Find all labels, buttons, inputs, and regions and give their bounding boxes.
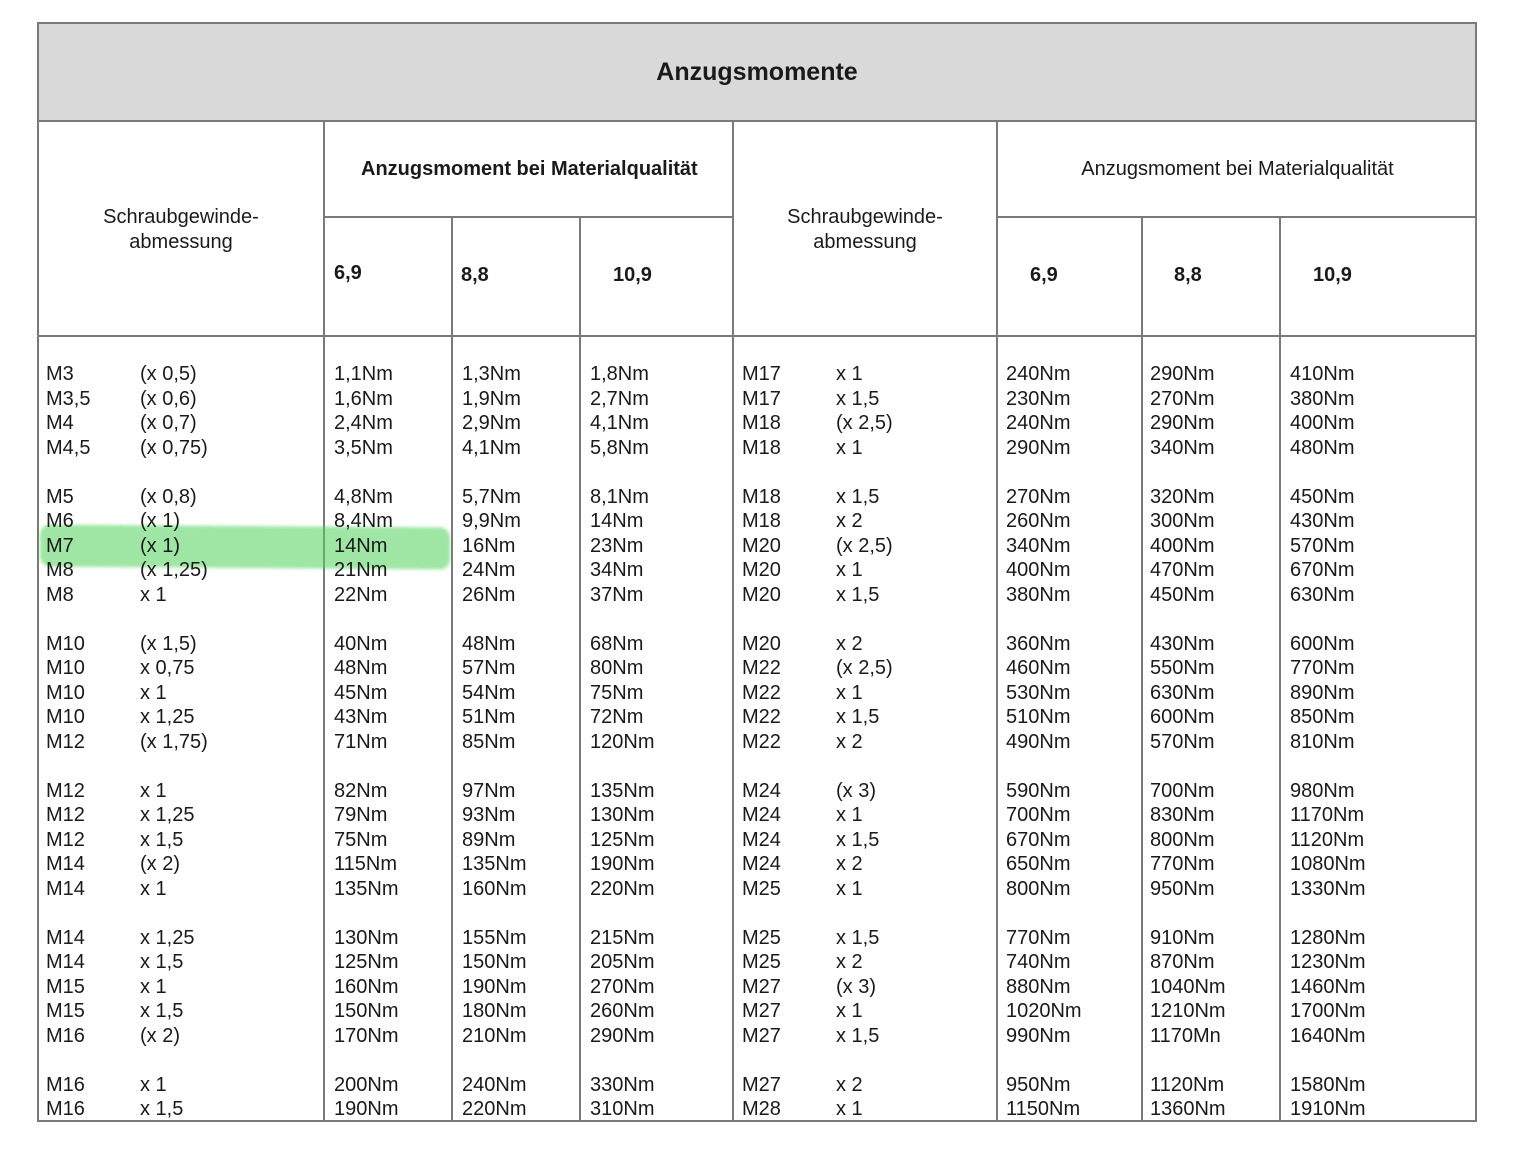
torque-v69: 82Nm (334, 779, 388, 802)
thread-size: M18 (742, 510, 781, 532)
torque-v69: 45Nm (334, 681, 388, 704)
torque-v88: 400Nm (1150, 534, 1215, 557)
torque-v69: 1150Nm (1006, 1098, 1081, 1120)
thread-pitch: (x 0,8) (140, 485, 197, 508)
thread-size: M16 (46, 1098, 85, 1120)
torque-v109: 570Nm (1290, 534, 1355, 557)
torque-v69: 115Nm (334, 853, 397, 875)
torque-v109: 400Nm (1290, 412, 1355, 434)
torque-v88: 320Nm (1150, 485, 1215, 508)
torque-v109: 850Nm (1290, 706, 1355, 728)
torque-v69: 135Nm (334, 877, 399, 900)
torque-v88: 600Nm (1150, 706, 1215, 728)
torque-v88: 770Nm (1150, 853, 1215, 875)
torque-v109: 8,1Nm (590, 485, 649, 508)
thread-size: M25 (742, 877, 781, 900)
torque-v109: 260Nm (590, 1000, 655, 1022)
torque-v109: 310Nm (590, 1098, 655, 1120)
thread-pitch: x 0,75 (140, 657, 195, 679)
thread-pitch: x 1,5 (140, 951, 184, 973)
torque-v69: 3,5Nm (334, 436, 393, 459)
torque-v88: 1,3Nm (462, 363, 521, 385)
torque-v69: 740Nm (1006, 951, 1071, 973)
thread-size: M20 (742, 583, 781, 606)
torque-v109: 290Nm (590, 1024, 655, 1047)
thread-pitch: x 1 (836, 559, 863, 581)
thread-pitch: (x 2,5) (836, 657, 893, 679)
torque-v109: 1330Nm (1290, 877, 1366, 900)
torque-v69: 490Nm (1006, 730, 1071, 753)
thread-size: M20 (742, 559, 781, 581)
torque-v69: 340Nm (1006, 534, 1071, 557)
torque-v88: 89Nm (462, 828, 516, 851)
torque-v109: 1080Nm (1290, 853, 1366, 875)
torque-v109: 120Nm (590, 730, 655, 753)
torque-v69: 400Nm (1006, 559, 1071, 581)
thread-pitch: x 1,5 (836, 828, 880, 851)
torque-v88: 290Nm (1150, 412, 1215, 434)
thread-size: M17 (742, 363, 781, 385)
thread-size: M27 (742, 975, 781, 998)
torque-v109: 380Nm (1290, 387, 1355, 410)
thread-pitch: x 1 (140, 779, 167, 802)
thread-size: M22 (742, 657, 781, 679)
torque-v69: 8,4Nm (334, 510, 393, 532)
col-divider (323, 122, 325, 1122)
torque-v69: 240Nm (1006, 412, 1071, 434)
row-divider (323, 216, 733, 218)
thread-size: M7 (46, 534, 74, 557)
torque-v88: 800Nm (1150, 828, 1215, 851)
thread-pitch: (x 2,5) (836, 412, 893, 434)
torque-v69: 290Nm (1006, 436, 1071, 459)
torque-v69: 130Nm (334, 926, 399, 949)
torque-v88: 290Nm (1150, 363, 1215, 385)
thread-size: M28 (742, 1098, 781, 1120)
thread-pitch: x 2 (836, 510, 863, 532)
thread-size: M25 (742, 951, 781, 973)
torque-v88: 57Nm (462, 657, 516, 679)
thread-size: M14 (46, 877, 85, 900)
torque-v88: 700Nm (1150, 779, 1215, 802)
torque-v88: 24Nm (462, 559, 516, 581)
torque-v109: 810Nm (1290, 730, 1355, 753)
thread-size: M24 (742, 779, 781, 802)
col-divider (732, 122, 734, 1122)
torque-v109: 430Nm (1290, 510, 1355, 532)
thread-pitch: x 1,5 (140, 1000, 184, 1022)
torque-v69: 160Nm (334, 975, 399, 998)
torque-v109: 1460Nm (1290, 975, 1366, 998)
torque-v69: 800Nm (1006, 877, 1071, 900)
torque-v69: 48Nm (334, 657, 388, 679)
torque-v88: 190Nm (462, 975, 527, 998)
torque-v109: 330Nm (590, 1073, 655, 1096)
thread-pitch: x 1 (140, 681, 167, 704)
thread-size: M17 (742, 387, 781, 410)
thread-size: M12 (46, 779, 85, 802)
thread-size: M22 (742, 730, 781, 753)
thread-pitch: x 1 (140, 877, 167, 900)
torque-v88: 270Nm (1150, 387, 1215, 410)
torque-v69: 170Nm (334, 1024, 399, 1047)
right-grade-6-9: 6,9 (1030, 264, 1058, 286)
torque-v69: 43Nm (334, 706, 388, 728)
header-bottom-divider (37, 335, 1477, 337)
left-grade-10-9: 10,9 (613, 264, 652, 286)
torque-v69: 21Nm (334, 559, 388, 581)
torque-v109: 450Nm (1290, 485, 1355, 508)
torque-v109: 220Nm (590, 877, 655, 900)
table-title: Anzugsmomente (656, 57, 858, 86)
thread-pitch: x 1,5 (836, 706, 880, 728)
torque-v109: 215Nm (590, 926, 655, 949)
thread-pitch: (x 3) (836, 975, 876, 998)
thread-pitch: x 1 (836, 363, 863, 385)
torque-v88: 470Nm (1150, 559, 1215, 581)
thread-size: M10 (46, 681, 85, 704)
thread-size: M8 (46, 583, 74, 606)
thread-header-line2: abmessung (813, 231, 917, 253)
thread-size: M22 (742, 681, 781, 704)
torque-v88: 93Nm (462, 804, 516, 826)
torque-v88: 2,9Nm (462, 412, 521, 434)
thread-pitch: (x 2) (140, 853, 180, 875)
thread-pitch: x 2 (836, 730, 863, 753)
thread-pitch: (x 2) (140, 1024, 180, 1047)
torque-v88: 97Nm (462, 779, 516, 802)
thread-pitch: x 1 (836, 681, 863, 704)
torque-v69: 670Nm (1006, 828, 1071, 851)
torque-v69: 240Nm (1006, 363, 1071, 385)
torque-v69: 22Nm (334, 583, 388, 606)
thread-pitch: x 1 (836, 436, 863, 459)
thread-pitch: x 2 (836, 951, 863, 973)
torque-v69: 770Nm (1006, 926, 1071, 949)
col-divider (579, 217, 581, 1122)
torque-v88: 950Nm (1150, 877, 1215, 900)
torque-v88: 5,7Nm (462, 485, 521, 508)
thread-size: M6 (46, 510, 74, 532)
thread-size: M10 (46, 632, 85, 655)
torque-v109: 23Nm (590, 534, 644, 557)
torque-v88: 450Nm (1150, 583, 1215, 606)
torque-v109: 14Nm (590, 510, 644, 532)
torque-v88: 180Nm (462, 1000, 527, 1022)
right-grade-10-9: 10,9 (1313, 264, 1352, 286)
thread-size: M8 (46, 559, 74, 581)
torque-v69: 950Nm (1006, 1073, 1071, 1096)
row-divider (996, 216, 1477, 218)
thread-size: M20 (742, 534, 781, 557)
col-divider (996, 122, 998, 1122)
thread-size: M27 (742, 1073, 781, 1096)
torque-v88: 1,9Nm (462, 387, 521, 410)
thread-size: M24 (742, 853, 781, 875)
thread-size: M4 (46, 412, 74, 434)
torque-v109: 1700Nm (1290, 1000, 1366, 1022)
torque-v88: 16Nm (462, 534, 516, 557)
thread-size: M27 (742, 1000, 781, 1022)
left-thread-header (39, 205, 323, 255)
torque-v109: 130Nm (590, 804, 655, 826)
torque-v88: 160Nm (462, 877, 527, 900)
torque-v88: 51Nm (462, 706, 516, 728)
right-grade-8-8: 8,8 (1174, 264, 1202, 286)
thread-pitch: x 1,5 (836, 1024, 880, 1047)
torque-v88: 26Nm (462, 583, 516, 606)
thread-size: M12 (46, 828, 85, 851)
thread-size: M15 (46, 975, 85, 998)
thread-pitch: x 1,5 (140, 828, 184, 851)
torque-v69: 230Nm (1006, 387, 1071, 410)
thread-size: M14 (46, 926, 85, 949)
thread-size: M22 (742, 706, 781, 728)
thread-size: M3 (46, 363, 74, 385)
torque-v88: 570Nm (1150, 730, 1215, 753)
thread-pitch: x 1,25 (140, 926, 195, 949)
torque-v69: 14Nm (334, 534, 388, 557)
left-grade-8-8: 8,8 (461, 264, 489, 286)
torque-v69: 1020Nm (1006, 1000, 1082, 1022)
torque-v88: 430Nm (1150, 632, 1215, 655)
torque-v88: 1210Nm (1150, 1000, 1226, 1022)
thread-pitch: x 2 (836, 1073, 863, 1096)
thread-pitch: x 2 (836, 853, 863, 875)
thread-pitch: x 1,5 (836, 387, 880, 410)
torque-v88: 1360Nm (1150, 1098, 1226, 1120)
col-divider (1141, 217, 1143, 1122)
thread-pitch: x 1,25 (140, 804, 195, 826)
torque-v88: 240Nm (462, 1073, 527, 1096)
thread-size: M10 (46, 706, 85, 728)
torque-v88: 1170Mn (1150, 1024, 1221, 1047)
thread-size: M5 (46, 485, 74, 508)
torque-v109: 1120Nm (1290, 828, 1365, 851)
torque-v69: 125Nm (334, 951, 399, 973)
left-group-header: Anzugsmoment bei Materialqualität (361, 158, 698, 180)
torque-v109: 2,7Nm (590, 387, 649, 410)
thread-pitch: x 1 (836, 1098, 863, 1120)
thread-pitch: x 1 (140, 583, 167, 606)
torque-v109: 480Nm (1290, 436, 1355, 459)
torque-v109: 4,1Nm (590, 412, 649, 434)
thread-pitch: (x 0,7) (140, 412, 197, 434)
thread-pitch: x 1 (836, 877, 863, 900)
thread-pitch: x 1 (140, 1073, 167, 1096)
torque-v109: 135Nm (590, 779, 655, 802)
torque-v88: 910Nm (1150, 926, 1215, 949)
right-group-header: Anzugsmoment bei Materialqualität (1081, 158, 1394, 180)
torque-v88: 9,9Nm (462, 510, 521, 532)
thread-pitch: x 1 (836, 804, 863, 826)
torque-v69: 260Nm (1006, 510, 1071, 532)
thread-size: M12 (46, 730, 85, 753)
thread-pitch: (x 2,5) (836, 534, 893, 557)
thread-pitch: (x 1) (140, 534, 180, 557)
thread-size: M18 (742, 436, 781, 459)
torque-v109: 890Nm (1290, 681, 1355, 704)
torque-v109: 630Nm (1290, 583, 1355, 606)
torque-v69: 2,4Nm (334, 412, 393, 434)
thread-size: M18 (742, 485, 781, 508)
torque-v109: 68Nm (590, 632, 644, 655)
torque-v88: 1040Nm (1150, 975, 1226, 998)
torque-v69: 200Nm (334, 1073, 399, 1096)
torque-v109: 1910Nm (1290, 1098, 1366, 1120)
torque-v88: 150Nm (462, 951, 527, 973)
thread-pitch: (x 3) (836, 779, 876, 802)
torque-v69: 40Nm (334, 632, 388, 655)
thread-size: M15 (46, 1000, 85, 1022)
thread-size: M20 (742, 632, 781, 655)
torque-v69: 990Nm (1006, 1024, 1071, 1047)
thread-pitch: x 1 (140, 975, 167, 998)
torque-v109: 1,8Nm (590, 363, 649, 385)
torque-v69: 150Nm (334, 1000, 399, 1022)
torque-v69: 270Nm (1006, 485, 1071, 508)
torque-v69: 460Nm (1006, 657, 1071, 679)
torque-v109: 37Nm (590, 583, 644, 606)
torque-v109: 80Nm (590, 657, 644, 679)
torque-v88: 135Nm (462, 853, 527, 875)
torque-v69: 190Nm (334, 1098, 399, 1120)
torque-v88: 48Nm (462, 632, 516, 655)
thread-pitch: (x 0,6) (140, 387, 197, 410)
torque-v109: 125Nm (590, 828, 655, 851)
torque-v69: 75Nm (334, 828, 388, 851)
torque-v69: 79Nm (334, 804, 388, 826)
torque-v109: 980Nm (1290, 779, 1355, 802)
thread-pitch: (x 0,75) (140, 436, 208, 459)
torque-v69: 1,1Nm (334, 363, 393, 385)
torque-v88: 220Nm (462, 1098, 527, 1120)
torque-v109: 1580Nm (1290, 1073, 1366, 1096)
thread-pitch: x 1 (836, 1000, 863, 1022)
torque-v69: 71Nm (334, 730, 388, 753)
col-divider (451, 217, 453, 1122)
torque-v109: 410Nm (1290, 363, 1355, 385)
thread-size: M4,5 (46, 436, 91, 459)
thread-size: M18 (742, 412, 781, 434)
thread-pitch: (x 1,75) (140, 730, 208, 753)
torque-v69: 510Nm (1006, 706, 1071, 728)
torque-v109: 270Nm (590, 975, 655, 998)
torque-v69: 360Nm (1006, 632, 1071, 655)
torque-v109: 1640Nm (1290, 1024, 1366, 1047)
thread-size: M16 (46, 1024, 85, 1047)
thread-size: M16 (46, 1073, 85, 1096)
torque-v109: 1230Nm (1290, 951, 1366, 973)
torque-v69: 650Nm (1006, 853, 1071, 875)
torque-v88: 155Nm (462, 926, 527, 949)
torque-v88: 1120Nm (1150, 1073, 1225, 1096)
thread-size: M24 (742, 804, 781, 826)
thread-pitch: (x 0,5) (140, 363, 197, 385)
torque-v109: 190Nm (590, 853, 655, 875)
torque-v109: 770Nm (1290, 657, 1355, 679)
thread-header-line1: Schraubgewinde- (787, 206, 943, 228)
torque-v88: 340Nm (1150, 436, 1215, 459)
col-divider (1279, 217, 1281, 1122)
torque-v69: 590Nm (1006, 779, 1071, 802)
thread-header-line2: abmessung (129, 231, 233, 253)
torque-v109: 75Nm (590, 681, 644, 704)
thread-pitch: x 1,5 (140, 1098, 184, 1120)
torque-v109: 72Nm (590, 706, 644, 728)
thread-size: M24 (742, 828, 781, 851)
torque-v109: 600Nm (1290, 632, 1355, 655)
torque-v69: 4,8Nm (334, 485, 393, 508)
torque-v88: 54Nm (462, 681, 516, 704)
torque-v69: 530Nm (1006, 681, 1071, 704)
torque-v109: 5,8Nm (590, 436, 649, 459)
thread-size: M3,5 (46, 387, 91, 410)
torque-v109: 670Nm (1290, 559, 1355, 581)
thread-header-line1: Schraubgewinde- (103, 206, 259, 228)
torque-v88: 550Nm (1150, 657, 1215, 679)
torque-v88: 870Nm (1150, 951, 1215, 973)
thread-pitch: x 1,5 (836, 583, 880, 606)
thread-pitch: (x 1,25) (140, 559, 208, 581)
thread-size: M14 (46, 951, 85, 973)
torque-v109: 1170Nm (1290, 804, 1365, 826)
torque-v88: 4,1Nm (462, 436, 521, 459)
left-grade-6-9: 6,9 (334, 262, 362, 284)
thread-size: M25 (742, 926, 781, 949)
torque-v69: 880Nm (1006, 975, 1071, 998)
thread-size: M12 (46, 804, 85, 826)
thread-size: M10 (46, 657, 85, 679)
torque-v69: 380Nm (1006, 583, 1071, 606)
torque-v88: 830Nm (1150, 804, 1215, 826)
torque-v88: 210Nm (462, 1024, 527, 1047)
thread-pitch: x 1,25 (140, 706, 195, 728)
torque-v109: 34Nm (590, 559, 644, 581)
torque-v69: 700Nm (1006, 804, 1071, 826)
thread-pitch: (x 1,5) (140, 632, 197, 655)
torque-v88: 85Nm (462, 730, 516, 753)
thread-size: M27 (742, 1024, 781, 1047)
torque-v88: 300Nm (1150, 510, 1215, 532)
thread-pitch: (x 1) (140, 510, 180, 532)
torque-v88: 630Nm (1150, 681, 1215, 704)
right-thread-header (734, 205, 996, 255)
thread-pitch: x 2 (836, 632, 863, 655)
thread-size: M14 (46, 853, 85, 875)
thread-pitch: x 1,5 (836, 926, 880, 949)
torque-v69: 1,6Nm (334, 387, 393, 410)
torque-v109: 205Nm (590, 951, 655, 973)
thread-pitch: x 1,5 (836, 485, 880, 508)
torque-v109: 1280Nm (1290, 926, 1366, 949)
